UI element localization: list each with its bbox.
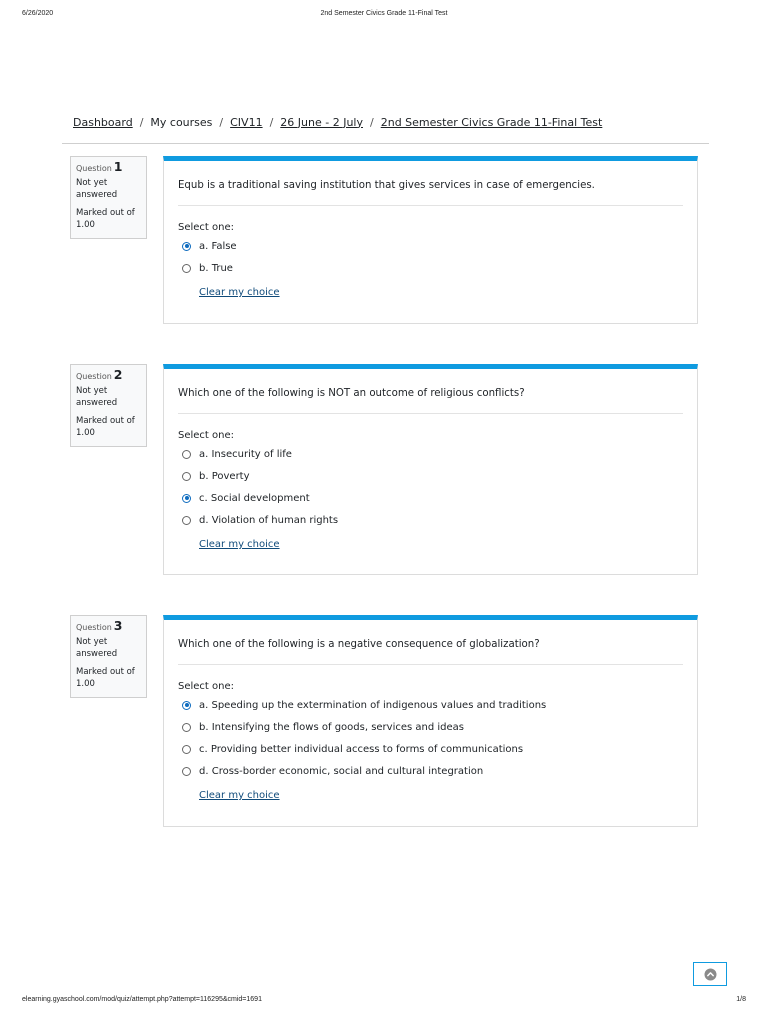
radio-button[interactable] [182,767,191,776]
question-text: Which one of the following is NOT an outcome of religious conflicts? [178,388,525,399]
radio-button[interactable] [182,472,191,481]
answer-option[interactable] [182,235,237,257]
radio-button[interactable] [182,264,191,273]
question-label: Question [76,372,112,381]
breadcrumb-item[interactable]: 2nd Semester Civics Grade 11-Final Test [380,115,603,129]
breadcrumb-item[interactable]: Dashboard [73,115,133,129]
question-info [70,156,147,239]
answer-option-label: a. Insecurity of life [199,448,292,460]
clear-choice-link[interactable]: Clear my choice [199,539,280,550]
answer-option[interactable] [182,487,338,509]
answer-option[interactable] [182,738,546,760]
question-info [70,364,147,447]
radio-button[interactable] [182,516,191,525]
answer-option[interactable] [182,465,338,487]
answer-option-label: c. Providing better individual access to forms of communications [199,743,524,755]
breadcrumb-item[interactable]: 26 June - 2 July [280,115,363,129]
radio-button[interactable] [182,494,191,503]
question-card [163,615,698,827]
answer-option-label: b. True [199,262,233,274]
question-number: 2 [113,367,123,382]
marked-out-of-label: Marked out of [76,416,135,426]
answer-option[interactable] [182,509,338,531]
question-divider [178,205,683,206]
answer-option-label: c. Social development [199,492,310,504]
back-to-top-button[interactable] [693,962,727,986]
question-divider [178,413,683,414]
question-state: Not yet answered [76,637,118,659]
radio-button[interactable] [182,242,191,251]
breadcrumb-divider [62,143,709,144]
select-one-label: Select one: [178,681,235,692]
answer-option[interactable] [182,443,338,465]
question-number: 1 [113,159,123,174]
question-label: Question [76,164,112,173]
answer-option[interactable] [182,716,546,738]
answer-option[interactable] [182,257,237,279]
question-text: Which one of the following is a negative consequence of globalization? [178,639,540,650]
answer-option-label: d. Cross-border economic, social and cultural integration [199,765,484,777]
question-state: Not yet answered [76,178,118,200]
select-one-label: Select one: [178,222,235,233]
radio-button[interactable] [182,450,191,459]
answer-options [182,443,338,531]
answer-option-label: d. Violation of human rights [199,514,339,526]
question-grade: 1.00 [76,679,95,689]
print-date: 6/26/2020 [22,10,54,17]
question-number: 3 [113,618,123,633]
answer-options [182,694,546,782]
question-text: Equb is a traditional saving institution that gives services in case of emergencies. [178,180,595,191]
breadcrumb-separator: / [269,115,274,129]
select-one-label: Select one: [178,430,235,441]
breadcrumb-separator: / [219,115,224,129]
clear-choice-link[interactable]: Clear my choice [199,287,280,298]
answer-options [182,235,237,279]
chevron-up-circle-icon [704,968,717,981]
print-title: 2nd Semester Civics Grade 11-Final Test [320,10,448,17]
answer-option-label: a. False [199,240,237,252]
answer-option-label: a. Speeding up the extermination of indigenous values and traditions [199,699,547,711]
question-state: Not yet answered [76,386,118,408]
clear-choice-link[interactable]: Clear my choice [199,790,280,801]
answer-option[interactable] [182,694,546,716]
print-footer [22,996,746,1008]
question-grade: 1.00 [76,428,95,438]
breadcrumb-item: My courses [150,115,213,129]
answer-option-label: b. Intensifying the flows of goods, services and ideas [199,721,465,733]
question-card [163,156,698,324]
radio-button[interactable] [182,745,191,754]
breadcrumb [73,114,602,130]
answer-option[interactable] [182,760,546,782]
marked-out-of-label: Marked out of [76,667,135,677]
question-grade: 1.00 [76,220,95,230]
question-info [70,615,147,698]
question-label: Question [76,623,112,632]
radio-button[interactable] [182,723,191,732]
question-card [163,364,698,575]
print-url: elearning.gyaschool.com/mod/quiz/attempt.php?attempt=116295&cmid=1691 [22,996,262,1003]
radio-button[interactable] [182,701,191,710]
question-divider [178,664,683,665]
breadcrumb-separator: / [139,115,144,129]
print-header [22,10,746,22]
marked-out-of-label: Marked out of [76,208,135,218]
breadcrumb-item[interactable]: CIV11 [230,115,263,129]
print-page-count: 1/8 [736,996,746,1003]
breadcrumb-separator: / [370,115,374,129]
answer-option-label: b. Poverty [199,470,250,482]
